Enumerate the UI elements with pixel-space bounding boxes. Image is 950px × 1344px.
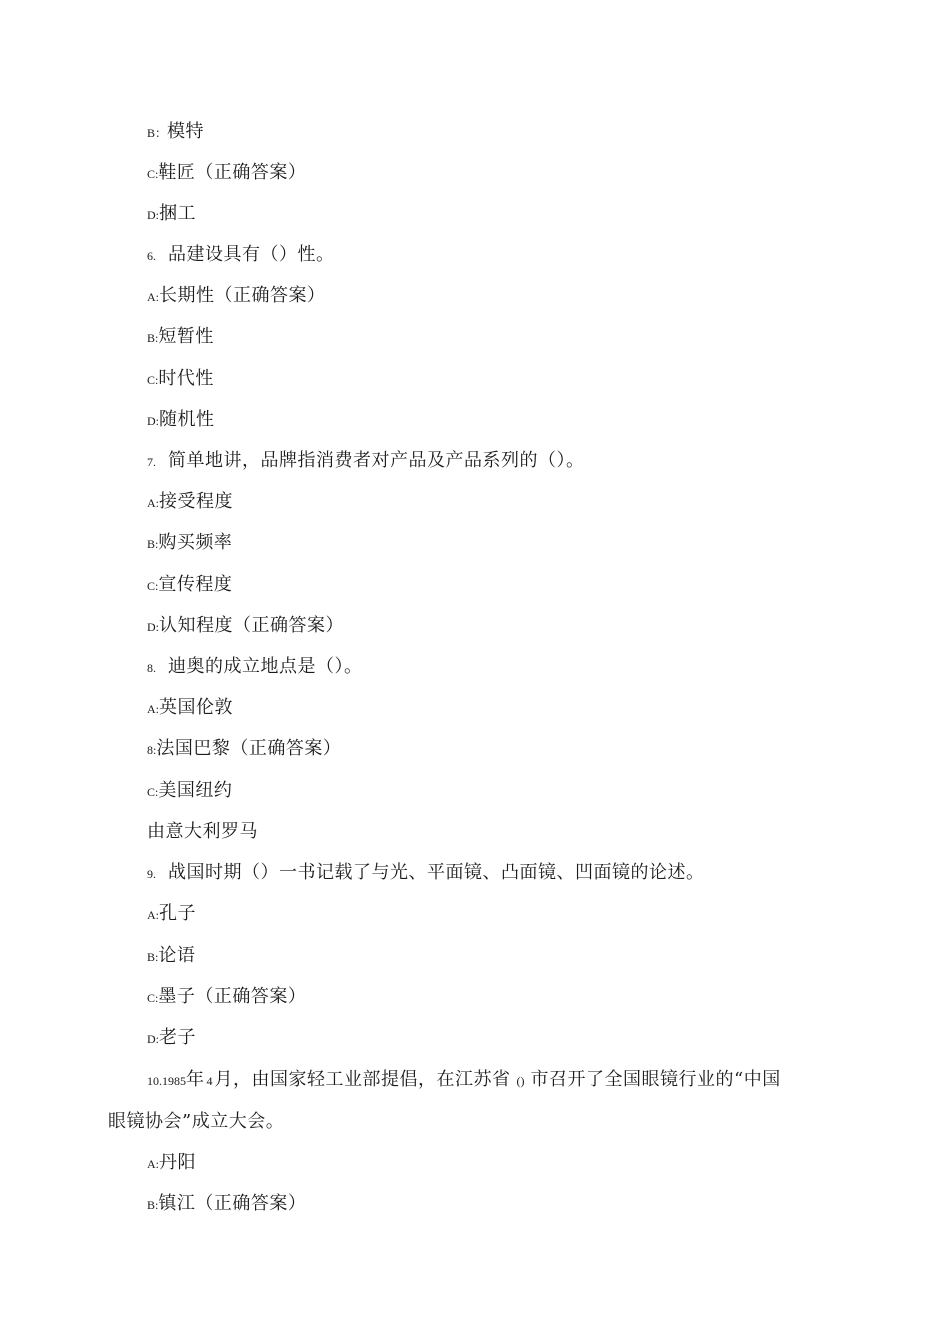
option-d-q7 xyxy=(147,614,344,638)
option-letter: B： xyxy=(147,126,168,140)
option-text: 论语 xyxy=(158,945,196,966)
question-7 xyxy=(147,449,585,473)
option-text: 老子 xyxy=(159,1027,196,1048)
question-10-continuation: 眼镜协会”成立大会。 xyxy=(108,1111,285,1132)
option-d-q8 xyxy=(147,820,258,844)
option-a-q10 xyxy=(147,1151,196,1175)
question-6 xyxy=(147,243,335,267)
option-letter: B: xyxy=(147,1198,159,1212)
option-text: 模特 xyxy=(167,121,205,142)
option-b-q5 xyxy=(147,120,204,144)
option-text: 捆工 xyxy=(159,203,196,224)
question-number: 9. xyxy=(147,867,156,881)
option-text: 孔子 xyxy=(159,903,196,924)
option-text: 长期性（正确答案） xyxy=(159,285,326,306)
option-letter: D: xyxy=(147,208,159,222)
option-text: 短暂性 xyxy=(158,326,214,347)
question-blank: () xyxy=(516,1074,525,1088)
option-letter: A: xyxy=(147,496,159,510)
option-text: 宣传程度 xyxy=(158,574,233,595)
option-b-q8 xyxy=(147,737,341,761)
question-9 xyxy=(147,861,705,885)
option-text: 墨子（正确答案） xyxy=(158,986,307,1007)
option-c-q6 xyxy=(147,367,214,391)
option-c-q5 xyxy=(147,161,306,185)
option-text: 由意大利罗马 xyxy=(147,821,258,842)
option-text: 法国巴黎（正确答案） xyxy=(156,738,342,759)
question-text: 战国时期（）一书记载了与光、平面镜、凸面镜、凹面镜的论述。 xyxy=(168,862,705,883)
question-text: 简单地讲，品牌指消费者对产品及产品系列的（）。 xyxy=(168,450,585,471)
question-month: 4 xyxy=(206,1074,213,1088)
option-letter: C: xyxy=(147,579,159,593)
option-c-q9 xyxy=(147,985,306,1009)
option-b-q6 xyxy=(147,325,214,349)
option-text: 购买频率 xyxy=(158,532,233,553)
option-letter: 8: xyxy=(147,743,157,757)
option-letter: A: xyxy=(147,702,159,716)
option-b-q10 xyxy=(147,1192,306,1216)
question-number: 7. xyxy=(147,455,156,469)
option-text: 镇江（正确答案） xyxy=(158,1193,307,1214)
question-number: 6. xyxy=(147,249,156,263)
option-text: 认知程度（正确答案） xyxy=(159,615,344,636)
option-a-q6 xyxy=(147,284,326,308)
option-letter: C: xyxy=(147,991,159,1005)
question-text: 迪奥的成立地点是（）。 xyxy=(168,656,363,677)
option-c-q8 xyxy=(147,779,232,803)
option-b-q7 xyxy=(147,531,232,555)
option-d-q5 xyxy=(147,202,196,226)
option-letter: C: xyxy=(147,373,159,387)
question-text-part: 月，由国家轻工业部提倡，在江苏省 xyxy=(214,1069,511,1090)
question-8 xyxy=(147,655,363,679)
option-d-q9 xyxy=(147,1026,196,1050)
option-letter: A: xyxy=(147,908,159,922)
option-text: 鞋匠（正确答案） xyxy=(158,162,307,183)
option-a-q9 xyxy=(147,902,196,926)
option-letter: C: xyxy=(147,785,159,799)
option-letter: D: xyxy=(147,1032,159,1046)
option-text: 英国伦敦 xyxy=(159,697,233,718)
option-a-q8 xyxy=(147,696,233,720)
question-text-part: 市召开了全国眼镜行业的“中国 xyxy=(530,1069,781,1090)
option-letter: B: xyxy=(147,950,159,964)
option-text: 随机性 xyxy=(159,409,215,430)
option-text: 时代性 xyxy=(158,368,214,389)
option-letter: D: xyxy=(147,414,159,428)
option-text: 接受程度 xyxy=(159,491,233,512)
option-letter: B: xyxy=(147,537,159,551)
question-text-part: 年 xyxy=(186,1069,205,1090)
option-c-q7 xyxy=(147,573,232,597)
option-letter: A: xyxy=(147,1157,159,1171)
option-b-q9 xyxy=(147,944,195,968)
option-text: 美国纽约 xyxy=(158,780,233,801)
option-d-q6 xyxy=(147,408,215,432)
question-number: 8. xyxy=(147,661,156,675)
question-10 xyxy=(147,1068,781,1092)
question-text: 品建设具有（）性。 xyxy=(168,244,335,265)
option-letter: D: xyxy=(147,620,159,634)
option-letter: A: xyxy=(147,290,159,304)
option-a-q7 xyxy=(147,490,233,514)
option-letter: B: xyxy=(147,331,159,345)
option-letter: C: xyxy=(147,167,159,181)
option-text: 丹阳 xyxy=(159,1152,196,1173)
question-number: 10.1985 xyxy=(147,1074,186,1088)
